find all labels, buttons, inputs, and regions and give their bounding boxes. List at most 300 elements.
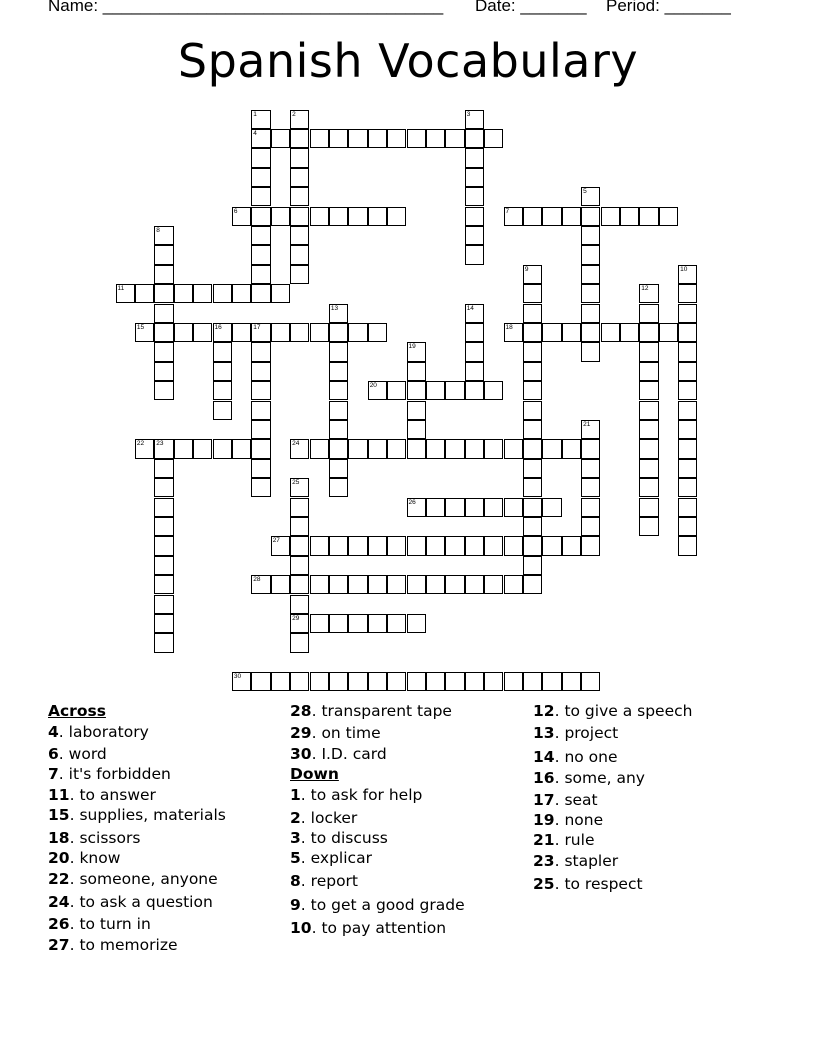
- crossword-cell[interactable]: [581, 536, 600, 555]
- crossword-cell[interactable]: [523, 342, 542, 361]
- crossword-cell[interactable]: [348, 129, 367, 148]
- crossword-cell[interactable]: [445, 498, 464, 517]
- crossword-cell[interactable]: [329, 672, 348, 691]
- crossword-cell[interactable]: [581, 498, 600, 517]
- crossword-cell[interactable]: [329, 401, 348, 420]
- crossword-cell[interactable]: [193, 439, 212, 458]
- crossword-cell[interactable]: [251, 575, 270, 594]
- crossword-cell[interactable]: [251, 129, 270, 148]
- crossword-cell[interactable]: [290, 439, 309, 458]
- crossword-cell[interactable]: [232, 439, 251, 458]
- crossword-cell[interactable]: [465, 207, 484, 226]
- crossword-cell[interactable]: [271, 536, 290, 555]
- crossword-cell[interactable]: [445, 672, 464, 691]
- crossword-cell[interactable]: [290, 595, 309, 614]
- crossword-cell[interactable]: [271, 284, 290, 303]
- clue-down-16: 16. some, any: [533, 769, 645, 787]
- crossword-cell[interactable]: [290, 187, 309, 206]
- crossword-cell[interactable]: [387, 672, 406, 691]
- crossword-cell[interactable]: [523, 517, 542, 536]
- crossword-cell[interactable]: [154, 498, 173, 517]
- crossword-cell[interactable]: [465, 381, 484, 400]
- crossword-cell[interactable]: [251, 478, 270, 497]
- crossword-cell[interactable]: [348, 672, 367, 691]
- crossword-cell[interactable]: [154, 575, 173, 594]
- crossword-cell[interactable]: [290, 226, 309, 245]
- crossword-cell[interactable]: [251, 401, 270, 420]
- crossword-cell[interactable]: [310, 323, 329, 342]
- crossword-cell[interactable]: [310, 207, 329, 226]
- crossword-cell[interactable]: [290, 245, 309, 264]
- crossword-cell[interactable]: [523, 575, 542, 594]
- crossword-cell[interactable]: [290, 478, 309, 497]
- crossword-cell[interactable]: [678, 323, 697, 342]
- crossword-cell[interactable]: [310, 439, 329, 458]
- crossword-cell[interactable]: [523, 207, 542, 226]
- crossword-cell[interactable]: [213, 381, 232, 400]
- crossword-cell[interactable]: [368, 439, 387, 458]
- crossword-cell[interactable]: [368, 323, 387, 342]
- crossword-cell[interactable]: [562, 672, 581, 691]
- crossword-cell[interactable]: [581, 420, 600, 439]
- crossword-cell[interactable]: [465, 498, 484, 517]
- cell-number: 30: [233, 673, 242, 681]
- crossword-cell[interactable]: [290, 168, 309, 187]
- crossword-cell[interactable]: [154, 245, 173, 264]
- crossword-cell[interactable]: [329, 207, 348, 226]
- crossword-cell[interactable]: [407, 362, 426, 381]
- crossword-cell[interactable]: [407, 342, 426, 361]
- crossword-cell[interactable]: [542, 672, 561, 691]
- crossword-cell[interactable]: [542, 323, 561, 342]
- crossword-cell[interactable]: [290, 517, 309, 536]
- crossword-cell[interactable]: [581, 323, 600, 342]
- crossword-cell[interactable]: [407, 498, 426, 517]
- crossword-cell[interactable]: [523, 478, 542, 497]
- crossword-cell[interactable]: [484, 129, 503, 148]
- crossword-cell[interactable]: [426, 439, 445, 458]
- crossword-cell[interactable]: [251, 148, 270, 167]
- crossword-cell[interactable]: [251, 362, 270, 381]
- crossword-cell[interactable]: [407, 420, 426, 439]
- crossword-cell[interactable]: [174, 439, 193, 458]
- crossword-cell[interactable]: [465, 226, 484, 245]
- crossword-cell[interactable]: [523, 401, 542, 420]
- crossword-cell[interactable]: [310, 575, 329, 594]
- crossword-cell[interactable]: [271, 207, 290, 226]
- crossword-cell[interactable]: [329, 614, 348, 633]
- crossword-cell[interactable]: [290, 265, 309, 284]
- crossword-cell[interactable]: [504, 498, 523, 517]
- crossword-cell[interactable]: [407, 381, 426, 400]
- crossword-cell[interactable]: [251, 459, 270, 478]
- crossword-cell[interactable]: [407, 536, 426, 555]
- crossword-cell[interactable]: [678, 401, 697, 420]
- crossword-cell[interactable]: [581, 245, 600, 264]
- crossword-cell[interactable]: [290, 614, 309, 633]
- crossword-cell[interactable]: [562, 323, 581, 342]
- crossword-cell[interactable]: [154, 381, 173, 400]
- crossword-cell[interactable]: [348, 323, 367, 342]
- crossword-cell[interactable]: [213, 362, 232, 381]
- crossword-cell[interactable]: [154, 478, 173, 497]
- crossword-cell[interactable]: [504, 672, 523, 691]
- crossword-cell[interactable]: [329, 381, 348, 400]
- cell-number: 19: [408, 343, 416, 351]
- crossword-cell[interactable]: [581, 265, 600, 284]
- crossword-cell[interactable]: [465, 168, 484, 187]
- crossword-cell[interactable]: [523, 323, 542, 342]
- crossword-cell[interactable]: [271, 129, 290, 148]
- crossword-cell[interactable]: [329, 459, 348, 478]
- crossword-cell[interactable]: [329, 129, 348, 148]
- crossword-cell[interactable]: [329, 536, 348, 555]
- period-field[interactable]: Period: _______: [606, 0, 731, 15]
- crossword-cell[interactable]: [639, 420, 658, 439]
- crossword-cell[interactable]: [407, 614, 426, 633]
- crossword-cell[interactable]: [581, 284, 600, 303]
- crossword-cell[interactable]: [154, 284, 173, 303]
- crossword-cell[interactable]: [678, 439, 697, 458]
- crossword-cell[interactable]: [251, 439, 270, 458]
- crossword-cell[interactable]: [193, 284, 212, 303]
- crossword-cell[interactable]: [581, 672, 600, 691]
- crossword-cell[interactable]: [368, 672, 387, 691]
- crossword-cell[interactable]: [213, 439, 232, 458]
- crossword-cell[interactable]: [213, 323, 232, 342]
- cell-number: 12: [641, 285, 649, 293]
- crossword-cell[interactable]: [251, 226, 270, 245]
- crossword-cell[interactable]: [620, 207, 639, 226]
- crossword-cell[interactable]: [504, 439, 523, 458]
- cell-number: 21: [583, 420, 591, 428]
- crossword-cell[interactable]: [445, 536, 464, 555]
- crossword-cell[interactable]: [639, 207, 658, 226]
- crossword-cell[interactable]: [484, 672, 503, 691]
- crossword-cell[interactable]: [310, 129, 329, 148]
- crossword-cell[interactable]: [387, 381, 406, 400]
- crossword-cell[interactable]: [678, 362, 697, 381]
- crossword-cell[interactable]: [581, 207, 600, 226]
- cell-number: 28: [253, 576, 261, 584]
- crossword-cell[interactable]: [581, 517, 600, 536]
- crossword-cell[interactable]: [310, 536, 329, 555]
- crossword-cell[interactable]: [135, 323, 154, 342]
- crossword-cell[interactable]: [639, 517, 658, 536]
- crossword-cell[interactable]: [523, 439, 542, 458]
- crossword-cell[interactable]: [407, 575, 426, 594]
- crossword-cell[interactable]: [465, 362, 484, 381]
- cell-number: 5: [583, 188, 587, 196]
- crossword-cell[interactable]: [290, 129, 309, 148]
- crossword-cell[interactable]: [678, 459, 697, 478]
- crossword-cell[interactable]: [154, 633, 173, 652]
- crossword-cell[interactable]: [232, 207, 251, 226]
- clue-across-4: 4. laboratory: [48, 723, 149, 741]
- crossword-cell[interactable]: [135, 439, 154, 458]
- crossword-cell[interactable]: [678, 284, 697, 303]
- crossword-cell[interactable]: [542, 536, 561, 555]
- crossword-cell[interactable]: [639, 498, 658, 517]
- cell-number: 25: [292, 479, 300, 487]
- crossword-cell[interactable]: [581, 226, 600, 245]
- crossword-cell[interactable]: [387, 536, 406, 555]
- crossword-cell[interactable]: [368, 575, 387, 594]
- crossword-cell[interactable]: [581, 304, 600, 323]
- crossword-cell[interactable]: [678, 265, 697, 284]
- crossword-cell[interactable]: [523, 362, 542, 381]
- crossword-cell[interactable]: [407, 401, 426, 420]
- crossword-cell[interactable]: [368, 536, 387, 555]
- crossword-cell[interactable]: [387, 614, 406, 633]
- crossword-cell[interactable]: [154, 517, 173, 536]
- crossword-cell[interactable]: [251, 284, 270, 303]
- crossword-cell[interactable]: [659, 323, 678, 342]
- crossword-cell[interactable]: [523, 556, 542, 575]
- crossword-cell[interactable]: [523, 536, 542, 555]
- crossword-cell[interactable]: [329, 420, 348, 439]
- crossword-cell[interactable]: [154, 362, 173, 381]
- crossword-cell[interactable]: [465, 575, 484, 594]
- crossword-cell[interactable]: [213, 284, 232, 303]
- clue-down-21: 21. rule: [533, 831, 595, 849]
- crossword-cell[interactable]: [329, 575, 348, 594]
- crossword-cell[interactable]: [251, 207, 270, 226]
- crossword-cell[interactable]: [251, 245, 270, 264]
- crossword-cell[interactable]: [678, 342, 697, 361]
- crossword-cell[interactable]: [310, 614, 329, 633]
- crossword-cell[interactable]: [135, 284, 154, 303]
- crossword-cell[interactable]: [271, 672, 290, 691]
- crossword-cell[interactable]: [116, 284, 135, 303]
- crossword-cell[interactable]: [639, 381, 658, 400]
- crossword-cell[interactable]: [154, 304, 173, 323]
- crossword-cell[interactable]: [213, 401, 232, 420]
- crossword-cell[interactable]: [251, 342, 270, 361]
- crossword-cell[interactable]: [484, 498, 503, 517]
- crossword-cell[interactable]: [484, 536, 503, 555]
- crossword-cell[interactable]: [232, 284, 251, 303]
- crossword-cell[interactable]: [232, 323, 251, 342]
- crossword-cell[interactable]: [542, 207, 561, 226]
- crossword-cell[interactable]: [484, 439, 503, 458]
- crossword-cell[interactable]: [290, 207, 309, 226]
- crossword-cell[interactable]: [290, 556, 309, 575]
- crossword-cell[interactable]: [523, 498, 542, 517]
- crossword-cell[interactable]: [639, 342, 658, 361]
- crossword-cell[interactable]: [348, 439, 367, 458]
- crossword-cell[interactable]: [368, 207, 387, 226]
- crossword-cell[interactable]: [154, 226, 173, 245]
- crossword-cell[interactable]: [271, 575, 290, 594]
- crossword-cell[interactable]: [426, 575, 445, 594]
- crossword-cell[interactable]: [465, 439, 484, 458]
- cell-number: 11: [117, 285, 125, 293]
- crossword-cell[interactable]: [465, 148, 484, 167]
- crossword-cell[interactable]: [639, 401, 658, 420]
- name-field[interactable]: Name: ____________________________________: [48, 0, 444, 15]
- crossword-cell[interactable]: [329, 342, 348, 361]
- crossword-cell[interactable]: [329, 362, 348, 381]
- clue-down-8: 8. report: [290, 872, 358, 890]
- crossword-cell[interactable]: [407, 129, 426, 148]
- crossword-cell[interactable]: [251, 420, 270, 439]
- crossword-cell[interactable]: [154, 342, 173, 361]
- crossword-cell[interactable]: [426, 498, 445, 517]
- crossword-cell[interactable]: [329, 323, 348, 342]
- crossword-cell[interactable]: [523, 459, 542, 478]
- crossword-cell[interactable]: [465, 187, 484, 206]
- crossword-cell[interactable]: [504, 536, 523, 555]
- crossword-cell[interactable]: [348, 614, 367, 633]
- crossword-cell[interactable]: [154, 614, 173, 633]
- crossword-cell[interactable]: [445, 575, 464, 594]
- crossword-cell[interactable]: [174, 284, 193, 303]
- crossword-cell[interactable]: [678, 517, 697, 536]
- crossword-cell[interactable]: [639, 439, 658, 458]
- crossword-cell[interactable]: [329, 304, 348, 323]
- crossword-cell[interactable]: [445, 129, 464, 148]
- crossword-cell[interactable]: [523, 381, 542, 400]
- clue-down-19: 19. none: [533, 811, 604, 829]
- crossword-cell[interactable]: [523, 284, 542, 303]
- crossword-cell[interactable]: [465, 304, 484, 323]
- crossword-cell[interactable]: [639, 284, 658, 303]
- crossword-cell[interactable]: [465, 536, 484, 555]
- crossword-cell[interactable]: [581, 342, 600, 361]
- crossword-cell[interactable]: [251, 323, 270, 342]
- crossword-cell[interactable]: [484, 381, 503, 400]
- crossword-cell[interactable]: [581, 439, 600, 458]
- crossword-cell[interactable]: [542, 498, 561, 517]
- crossword-cell[interactable]: [193, 323, 212, 342]
- crossword-cell[interactable]: [639, 478, 658, 497]
- crossword-cell[interactable]: [562, 536, 581, 555]
- crossword-cell[interactable]: [465, 323, 484, 342]
- crossword-cell[interactable]: [232, 672, 251, 691]
- crossword-cell[interactable]: [523, 672, 542, 691]
- crossword-cell[interactable]: [601, 323, 620, 342]
- crossword-cell[interactable]: [678, 420, 697, 439]
- crossword-cell[interactable]: [290, 672, 309, 691]
- crossword-cell[interactable]: [678, 498, 697, 517]
- crossword-cell[interactable]: [445, 439, 464, 458]
- crossword-cell[interactable]: [290, 536, 309, 555]
- crossword-cell[interactable]: [678, 478, 697, 497]
- crossword-cell[interactable]: [523, 265, 542, 284]
- crossword-cell[interactable]: [407, 439, 426, 458]
- crossword-cell[interactable]: [639, 323, 658, 342]
- crossword-cell[interactable]: [251, 187, 270, 206]
- crossword-cell[interactable]: [348, 207, 367, 226]
- crossword-cell[interactable]: [581, 187, 600, 206]
- crossword-cell[interactable]: [504, 207, 523, 226]
- crossword-cell[interactable]: [426, 381, 445, 400]
- crossword-cell[interactable]: [251, 168, 270, 187]
- crossword-cell[interactable]: [504, 575, 523, 594]
- crossword-cell[interactable]: [290, 323, 309, 342]
- crossword-cell[interactable]: [329, 478, 348, 497]
- crossword-cell[interactable]: [484, 575, 503, 594]
- crossword-cell[interactable]: [523, 420, 542, 439]
- crossword-cell[interactable]: [154, 595, 173, 614]
- crossword-cell[interactable]: [310, 672, 329, 691]
- crossword-cell[interactable]: [426, 129, 445, 148]
- date-field[interactable]: Date: _______: [475, 0, 587, 15]
- crossword-cell[interactable]: [251, 381, 270, 400]
- crossword-cell[interactable]: [562, 207, 581, 226]
- crossword-cell[interactable]: [154, 536, 173, 555]
- crossword-cell[interactable]: [581, 478, 600, 497]
- crossword-cell[interactable]: [542, 439, 561, 458]
- crossword-cell[interactable]: [465, 110, 484, 129]
- across-heading: Across: [48, 702, 106, 720]
- crossword-cell[interactable]: [678, 381, 697, 400]
- crossword-cell[interactable]: [348, 575, 367, 594]
- cell-number: 3: [466, 110, 471, 118]
- crossword-cell[interactable]: [581, 459, 600, 478]
- crossword-cell[interactable]: [426, 672, 445, 691]
- cell-number: 2: [292, 110, 296, 118]
- crossword-cell[interactable]: [174, 323, 193, 342]
- crossword-cell[interactable]: [465, 672, 484, 691]
- crossword-cell[interactable]: [387, 129, 406, 148]
- crossword-cell[interactable]: [251, 672, 270, 691]
- crossword-cell[interactable]: [290, 148, 309, 167]
- crossword-cell[interactable]: [329, 439, 348, 458]
- crossword-cell[interactable]: [620, 323, 639, 342]
- crossword-cell[interactable]: [465, 129, 484, 148]
- crossword-cell[interactable]: [368, 129, 387, 148]
- crossword-cell[interactable]: [445, 381, 464, 400]
- crossword-cell[interactable]: [639, 362, 658, 381]
- crossword-cell[interactable]: [659, 207, 678, 226]
- crossword-cell[interactable]: [154, 556, 173, 575]
- crossword-cell[interactable]: [387, 207, 406, 226]
- crossword-cell[interactable]: [154, 459, 173, 478]
- crossword-cell[interactable]: [154, 323, 173, 342]
- crossword-cell[interactable]: [290, 633, 309, 652]
- crossword-cell[interactable]: [213, 342, 232, 361]
- crossword-cell[interactable]: [639, 459, 658, 478]
- crossword-cell[interactable]: [562, 439, 581, 458]
- crossword-cell[interactable]: [154, 439, 173, 458]
- clues-column-1: [48, 702, 278, 962]
- crossword-cell[interactable]: [465, 342, 484, 361]
- crossword-cell[interactable]: [426, 536, 445, 555]
- crossword-cell[interactable]: [387, 575, 406, 594]
- crossword-cell[interactable]: [290, 575, 309, 594]
- crossword-cell[interactable]: [368, 381, 387, 400]
- crossword-cell[interactable]: [251, 265, 270, 284]
- crossword-cell[interactable]: [504, 323, 523, 342]
- crossword-cell[interactable]: [290, 498, 309, 517]
- crossword-cell[interactable]: [523, 304, 542, 323]
- crossword-cell[interactable]: [678, 304, 697, 323]
- crossword-cell[interactable]: [368, 614, 387, 633]
- crossword-cell[interactable]: [348, 536, 367, 555]
- crossword-cell[interactable]: [407, 672, 426, 691]
- crossword-cell[interactable]: [601, 207, 620, 226]
- crossword-cell[interactable]: [387, 439, 406, 458]
- crossword-cell[interactable]: [251, 110, 270, 129]
- crossword-cell[interactable]: [290, 110, 309, 129]
- crossword-cell[interactable]: [465, 245, 484, 264]
- crossword-cell[interactable]: [271, 323, 290, 342]
- crossword-cell[interactable]: [678, 536, 697, 555]
- crossword-cell[interactable]: [154, 265, 173, 284]
- crossword-cell[interactable]: [639, 304, 658, 323]
